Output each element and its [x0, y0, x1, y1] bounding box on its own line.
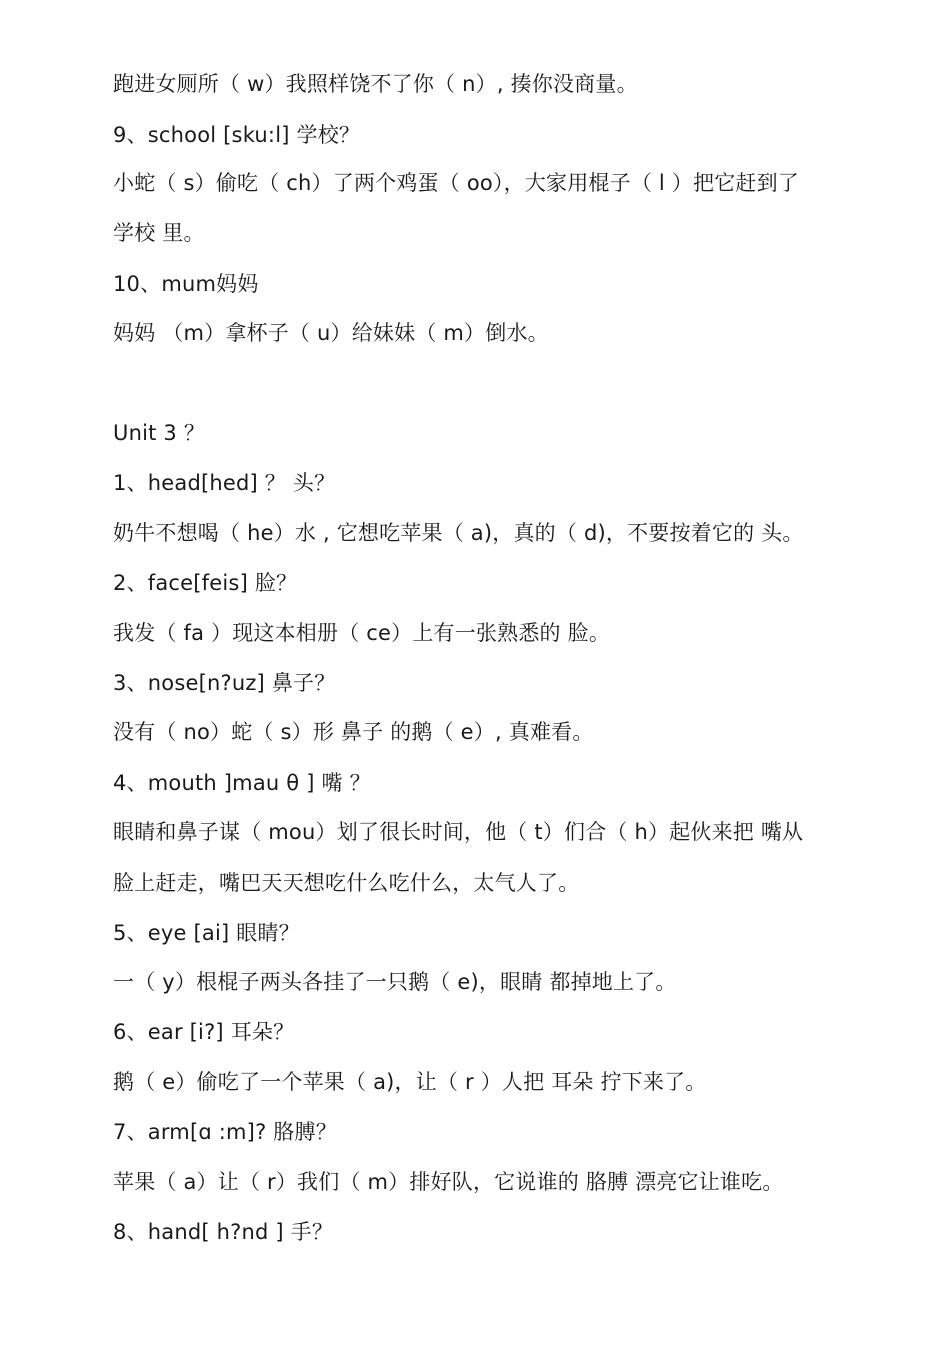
text-line: 奶牛不想喝（ he）水 , 它想吃苹果（ a)，真的（ d)，不要按着它的 头。 — [113, 521, 804, 545]
word-heading: 10、mum妈妈 — [113, 272, 259, 296]
word-heading: 1、head[hed] ？ 头？ — [113, 471, 336, 495]
text-line: 没有（ no）蛇（ s）形 鼻子 的鹅（ e）, 真难看。 — [113, 720, 594, 744]
word-heading: 2、face[feis] 脸？ — [113, 571, 298, 595]
text-line: 眼睛和鼻子谋（ mou）划了很长时间，他（ t）们合（ h）起伙来把 嘴从 — [113, 820, 804, 844]
word-heading: 5、eye [ai] 眼睛？ — [113, 921, 300, 945]
text-line: 一（ y）根棍子两头各挂了一只鹅（ e)，眼睛 都掉地上了。 — [113, 970, 677, 994]
word-heading: 7、arm[ɑ :m]? 胳膊？ — [113, 1120, 337, 1144]
text-line: 脸上赶走，嘴巴天天想吃什么吃什么，太气人了。 — [113, 871, 580, 895]
unit-heading: Unit 3 ？ — [113, 421, 206, 445]
word-heading: 4、mouth ]mau θ ] 嘴 ？ — [113, 771, 371, 795]
text-line: 跑进女厕所（ w）我照样饶不了你（ n）, 揍你没商量。 — [113, 72, 638, 96]
word-heading: 9、school [sku:l] 学校？ — [113, 123, 361, 147]
text-line: 苹果（ a）让（ r）我们（ m）排好队，它说谁的 胳膊 漂亮它让谁吃。 — [113, 1170, 784, 1194]
text-line: 学校 里。 — [113, 221, 205, 245]
text-line: 我发（ fa ）现这本相册（ ce）上有一张熟悉的 脸。 — [113, 621, 611, 645]
text-line: 鹅（ e）偷吃了一个苹果（ a)，让（ r ）人把 耳朵 拧下来了。 — [113, 1070, 707, 1094]
word-heading: 8、hand[ h?nd ] 手？ — [113, 1220, 334, 1244]
text-line: 妈妈 （m）拿杯子（ u）给妹妹（ m）倒水。 — [113, 321, 549, 345]
text-line: 小蛇（ s）偷吃（ ch）了两个鸡蛋（ oo），大家用棍子（ l ）把它赶到了 — [113, 171, 800, 195]
word-heading: 3、nose[n?uz] 鼻子？ — [113, 671, 336, 695]
word-heading: 6、ear [i?] 耳朵？ — [113, 1020, 295, 1044]
